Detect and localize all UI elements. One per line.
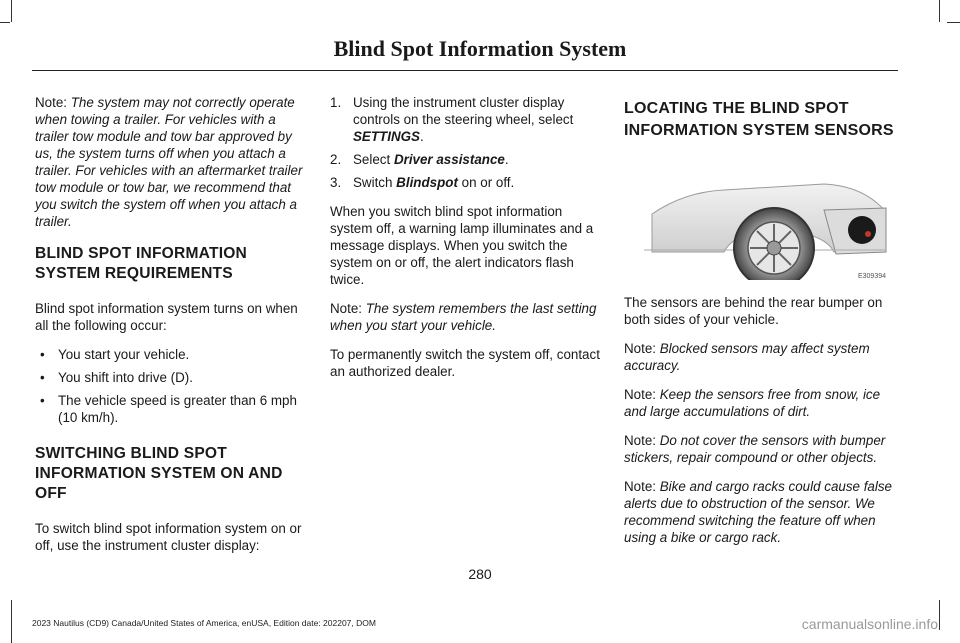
step-emphasis: SETTINGS: [353, 129, 420, 144]
heading-line: INFORMATION SYSTEM ON AND: [35, 465, 283, 482]
step-text: Switch: [353, 175, 397, 190]
step-number: 1.: [330, 95, 342, 110]
note-label: Note:: [330, 301, 363, 316]
step-text: on or off.: [457, 175, 515, 190]
step-text: Using the instrument cluster display controls on the steering wheel, select: [353, 95, 574, 127]
step-text: .: [504, 152, 509, 167]
crop-mark: [0, 22, 10, 23]
note-text: Blocked sensors may affect system accuracy.: [624, 341, 870, 373]
crop-mark: [939, 600, 940, 630]
step-emphasis: Blindspot: [396, 175, 458, 190]
note-item: [624, 340, 896, 374]
column-right: [624, 94, 896, 558]
step-number: 2.: [330, 152, 342, 167]
list-item: • You start your vehicle.: [35, 346, 307, 363]
step-text: Select: [353, 152, 394, 167]
heading-line: SYSTEM REQUIREMENTS: [35, 265, 233, 282]
list-item: • You shift into drive (D).: [35, 369, 307, 386]
list-item: • The vehicle speed is greater than 6 mph (10 km/h).: [35, 392, 307, 426]
heading-line: LOCATING THE BLIND SPOT: [624, 100, 849, 117]
note-text: Keep the sensors free from snow, ice and large accumulations of dirt.: [624, 387, 881, 419]
heading-line: SWITCHING BLIND SPOT: [35, 445, 227, 462]
note-item: [624, 386, 896, 420]
figure-code: E309394: [857, 273, 886, 280]
dealer-paragraph: To permanently switch the system off, contact an authorized dealer.: [330, 347, 600, 379]
step-item: [330, 151, 602, 168]
column-middle: [330, 94, 602, 392]
heading-line: INFORMATION SYSTEM SENSORS: [624, 122, 894, 139]
heading-line: OFF: [35, 485, 67, 502]
switching-intro: To switch blind spot information system on or off, use the instrument cluster display:: [35, 521, 302, 553]
note-text: Bike and cargo racks could cause false alerts due to obstruction of the sensor. We recommend switching the feature off when using a bike or cargo rack.: [624, 479, 892, 545]
crop-mark: [947, 22, 960, 23]
step-emphasis: Driver assistance: [393, 152, 505, 167]
requirements-intro: Blind spot information system turns on when all the following occur:: [35, 301, 298, 333]
heading-line: BLIND SPOT INFORMATION: [35, 245, 248, 262]
step-item: [330, 174, 602, 191]
step-item: [330, 94, 602, 145]
watermark: carmanualsonline.info: [801, 616, 938, 632]
header-divider: [32, 70, 898, 71]
note-item: [624, 432, 896, 466]
section-heading-sensors: [624, 98, 896, 142]
note-text: Do not cover the sensors with bumper stickers, repair compound or other objects.: [624, 433, 886, 465]
column-left: [35, 94, 307, 566]
note-text: The system remembers the last setting when you start your vehicle.: [330, 301, 597, 333]
requirements-list: [35, 346, 307, 426]
crop-mark: [11, 600, 12, 643]
vehicle-rear-illustration: [624, 152, 896, 280]
note-label: Note:: [35, 95, 68, 110]
steps-list: [330, 94, 602, 191]
note-item: [624, 478, 896, 546]
note-label: Note:: [624, 387, 657, 402]
section-heading-switching: [35, 444, 307, 504]
page-title: Blind Spot Information System: [333, 36, 627, 61]
note-label: Note:: [624, 341, 657, 356]
page-number: 280: [468, 566, 492, 582]
step-number: 3.: [330, 175, 342, 190]
section-heading-requirements: [35, 244, 307, 284]
step-text: .: [419, 129, 424, 144]
note-label: Note:: [624, 479, 657, 494]
footer-edition: 2023 Nautilus (CD9) Canada/United States of America, enUSA, Edition date: 202207, DOM: [32, 618, 376, 628]
note-last-setting: [330, 300, 602, 334]
note-text: The system may not correctly operate when towing a trailer. For vehicles with a trailer tow module and tow bar approved by us, the system turns off when you attach a trailer. For vehicles with an aftermarket trailer tow module or tow bar, we recommend that you switch the system off when you attach a trailer.: [35, 95, 303, 229]
rear-bumper-sensor-figure: [624, 152, 896, 280]
sensor-location-paragraph: The sensors are behind the rear bumper on both sides of your vehicle.: [624, 295, 883, 327]
system-off-paragraph: When you switch blind spot information system off, a warning lamp illuminates and a message displays. When you switch the system on or off, the alert indicators flash twice.: [330, 204, 594, 287]
crop-mark: [939, 0, 940, 22]
note-towing: [35, 94, 307, 230]
crop-mark: [11, 0, 12, 22]
note-label: Note:: [624, 433, 657, 448]
